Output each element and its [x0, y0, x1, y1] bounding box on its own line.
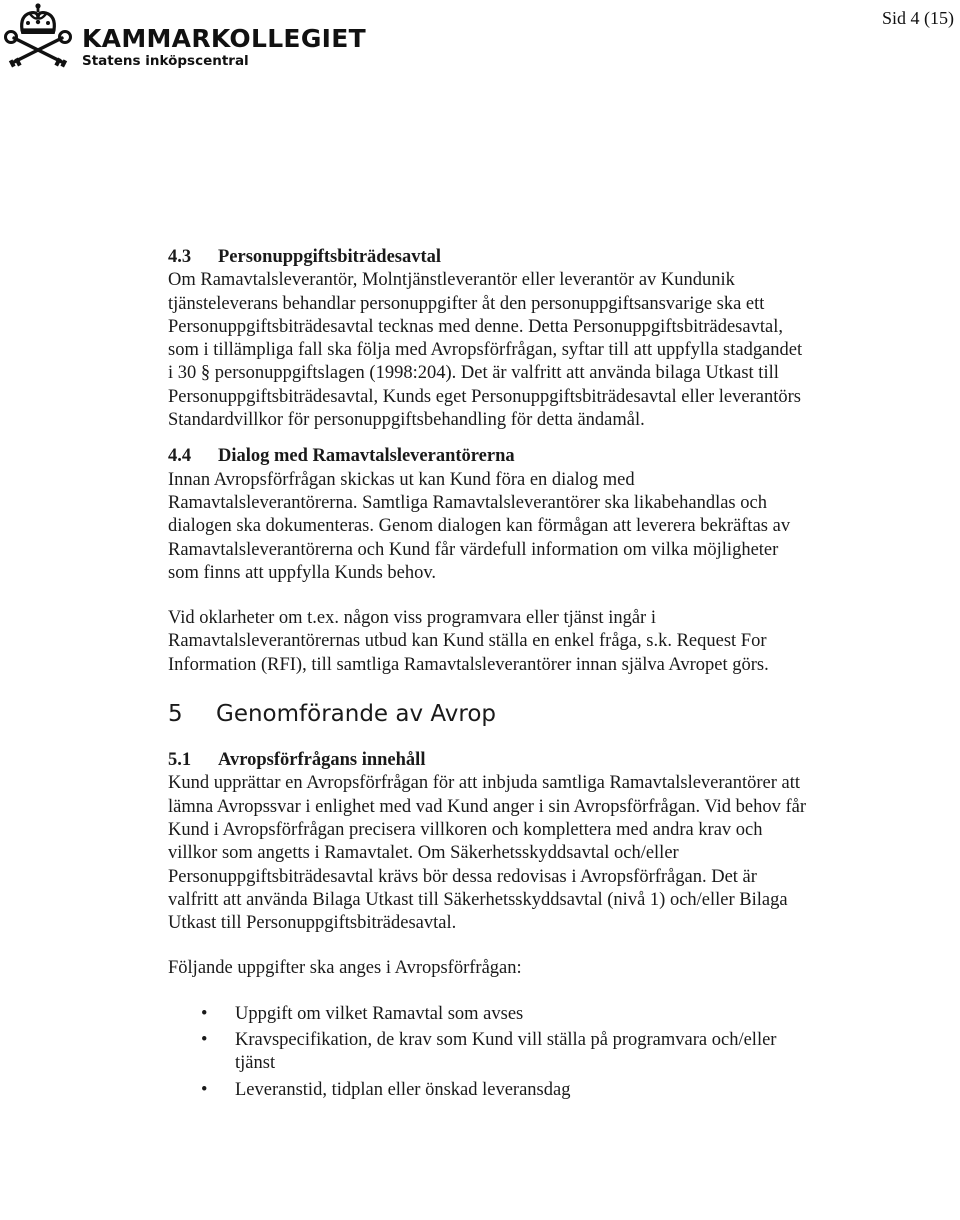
document-body — [168, 246, 808, 1105]
page-header — [0, 0, 960, 80]
list-item-text: Uppgift om vilket Ramavtal som avses — [235, 1003, 524, 1024]
list-item-text: Leveranstid, tidplan eller önskad leveransdag — [235, 1079, 571, 1100]
logo-wordmark — [82, 26, 366, 69]
list-item — [168, 1003, 808, 1026]
list-item-text: Kravspecifikation, de krav som Kund vill ställa på programvara och/eller tjänst — [235, 1030, 777, 1074]
bullet-icon: • — [201, 1003, 208, 1024]
section-title: Dialog med Ramavtalsleverantörerna — [218, 446, 515, 467]
section-number: 4.3 — [168, 247, 192, 267]
spacer — [168, 935, 808, 957]
section-heading-4-4 — [168, 445, 808, 468]
section-title: Avropsförfrågans innehåll — [218, 750, 426, 771]
bullet-icon: • — [201, 1079, 208, 1100]
section-number: 4.4 — [168, 446, 192, 467]
kammarkollegiet-logo — [2, 2, 366, 69]
chapter-heading-5 — [168, 699, 808, 729]
section-number: 5.1 — [168, 750, 192, 771]
spacer — [168, 981, 808, 1003]
paragraph: Vid oklarheter om t.ex. någon viss programvara eller tjänst ingår i Ramavtalsleverantörernas utbud kan Kund ställa en enkel fråga, s.k. Request For Information (RFI), till samtliga Ramavtalsleverantörer innan själva Avropet görs. — [168, 608, 769, 675]
org-name: KAMMARKOLLEGIET — [82, 24, 366, 53]
bullet-icon: • — [201, 1030, 208, 1051]
list-item — [168, 1029, 808, 1076]
paragraph: Innan Avropsförfrågan skickas ut kan Kund föra en dialog med Ramavtalsleverantörerna. Samtliga Ramavtalsleverantörer ska likabehandlas och dialogen ska dokumenteras. Genom dialogen kan förmågan att leverera bekräftas av Ramavtalsleverantörerna och Kund får värdefull information om vilka möjligheter som finns att uppfylla Kunds behov. — [168, 469, 791, 583]
requirements-list — [168, 1003, 808, 1102]
page-number: Sid 4 (15) — [882, 8, 954, 28]
paragraph: Kund upprättar en Avropsförfrågan för att inbjuda samtliga Ramavtalsleverantörer att lämna Avropssvar i enlighet med vad Kund anger i sin Avropsförfrågan. Vid behov får Kund i Avropsförfrågan precisera villkoren och komplettera med andra krav och villkor som angetts i Ramavtalet. Om Säkerhetsskyddsavtal och/eller Personuppgiftsbiträdesavtal krävs bör dessa redovisas i Avropsförfrågan. Det är valfritt att använda Bilaga Utkast till Säkerhetsskyddsavtal (nivå 1) och/eller Bilaga Utkast till Personuppgiftsbiträdesavtal. — [168, 773, 807, 934]
list-item — [168, 1079, 808, 1102]
section-heading-5-1 — [168, 749, 808, 772]
crown-keys-emblem-icon — [2, 2, 74, 68]
spacer — [168, 585, 808, 607]
paragraph: Om Ramavtalsleverantör, Molntjänstleverantör eller leverantör av Kundunik tjänsteleverans behandlar personuppgifter åt den personuppgiftsansvarige ska ett Personuppgiftsbiträdesavtal tecknas med denne. Detta Personuppgiftsbiträdesavtal, som i tillämpliga fall ska följa med Avropsförfrågan, syftar till att uppfylla stadgandet i 30 § personuppgiftslagen (1998:204). Det är valfritt att använda bilaga Utkast till Personuppgiftsbiträdesavtal, Kunds eget Personuppgiftsbiträdesavtal eller leverantörs Standardvillkor för personuppgiftsbehandling för detta ändamål. — [168, 270, 803, 431]
spacer — [168, 432, 808, 445]
paragraph: Följande uppgifter ska anges i Avropsförfrågan: — [168, 958, 522, 979]
section-title: Personuppgiftsbiträdesavtal — [218, 247, 442, 267]
section-heading-4-3 — [168, 246, 808, 269]
org-subtitle: Statens inköpscentral — [82, 53, 249, 69]
chapter-title: Genomförande av Avrop — [216, 701, 497, 728]
chapter-number: 5 — [168, 701, 183, 728]
